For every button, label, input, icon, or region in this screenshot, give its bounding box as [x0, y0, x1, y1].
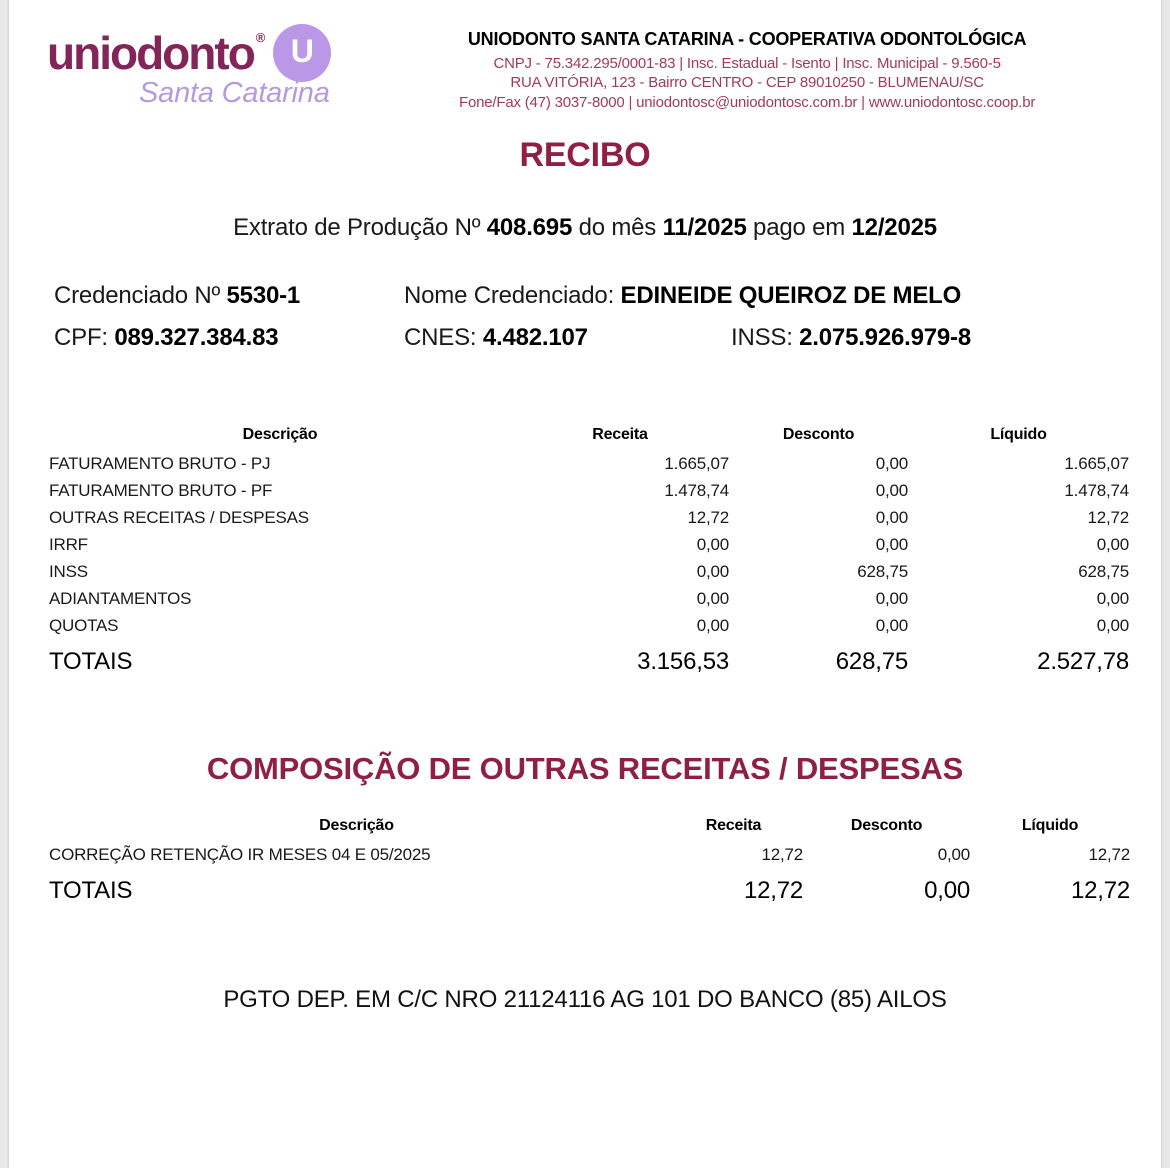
provider-inss [731, 324, 971, 352]
table-row [49, 841, 1130, 868]
composition-table-header-row [49, 817, 1130, 841]
row-receita: 0,00 [696, 615, 729, 635]
row-receita: 0,00 [696, 534, 729, 554]
logo-u-glyph: U [290, 33, 314, 69]
receipt-document [9, 0, 1161, 1168]
document-header [9, 0, 1161, 112]
table-row [49, 558, 1129, 585]
logo-circle-icon [273, 24, 331, 82]
logo-wordmark: uniodonto [47, 27, 254, 79]
totals-row [49, 639, 1129, 677]
row-desc: INSS [49, 561, 88, 581]
uniodonto-logo [47, 24, 331, 110]
totals-liquido: 12,72 [1070, 877, 1130, 905]
header-receita: Receita [705, 817, 762, 835]
row-receita: 0,00 [696, 561, 729, 581]
provider-name-label: Nome Credenciado: [404, 281, 621, 309]
header-receita: Receita [592, 425, 648, 443]
company-name: UNIODONTO SANTA CATARINA - COOPERATIVA ODONTOLÓGICA [467, 29, 1027, 49]
row-desc: FATURAMENTO BRUTO - PJ [49, 453, 271, 473]
row-liquido: 628,75 [1078, 561, 1129, 581]
totals-liquido: 2.527,78 [1037, 647, 1129, 675]
table-row [49, 477, 1129, 504]
provider-cnes-value: 4.482.107 [482, 323, 588, 351]
row-liquido: 1.665,07 [1064, 453, 1129, 473]
header-descricao: Descrição [242, 425, 318, 443]
extract-month: 11/2025 [662, 213, 747, 241]
header-descricao: Descrição [319, 817, 394, 835]
provider-inss-value: 2.075.926.979-8 [799, 323, 971, 351]
header-liquido: Líquido [1021, 817, 1079, 835]
provider-inss-label: INSS: [731, 323, 800, 351]
header-desconto: Desconto [782, 425, 855, 443]
row-desconto: 0,00 [875, 534, 908, 554]
provider-cpf-value: 089.327.384.83 [114, 323, 279, 351]
table-row [49, 531, 1129, 558]
composition-table [49, 817, 1130, 906]
provider-info-block [9, 282, 1161, 354]
totals-label: TOTAIS [49, 647, 133, 675]
table-row [49, 504, 1129, 531]
row-desc: IRRF [49, 534, 88, 554]
composition-section-title: COMPOSIÇÃO DE OUTRAS RECEITAS / DESPESAS [206, 750, 964, 786]
extract-paid-month: 12/2025 [851, 213, 937, 241]
header-desconto: Desconto [850, 817, 923, 835]
totals-desconto: 0,00 [924, 877, 970, 905]
extract-mid1: do mês [572, 213, 663, 241]
row-desc: QUOTAS [49, 615, 119, 635]
company-registration-line: CNPJ - 75.342.295/0001-83 | Insc. Estadual - Isento | Insc. Municipal - 9.560-5 [493, 54, 1001, 72]
row-receita: 1.478,74 [664, 480, 729, 500]
row-desconto: 0,00 [875, 588, 908, 608]
row-receita: 0,00 [696, 588, 729, 608]
row-liquido: 12,72 [1088, 845, 1130, 865]
row-desconto: 0,00 [875, 480, 908, 500]
totals-receita: 3.156,53 [637, 647, 729, 675]
provider-number-value: 5530-1 [226, 281, 301, 309]
totals-label: TOTAIS [49, 877, 133, 905]
row-receita: 12,72 [761, 845, 803, 865]
table-row [49, 450, 1129, 477]
extract-mid2: pago em [746, 213, 852, 241]
row-desc: FATURAMENTO BRUTO - PF [49, 480, 273, 500]
header-liquido: Líquido [990, 425, 1047, 443]
row-liquido: 1.478,74 [1064, 480, 1129, 500]
extract-number: 408.695 [486, 213, 573, 241]
payment-note: PGTO DEP. EM C/C NRO 21124116 AG 101 DO BANCO (85) AILOS [223, 986, 947, 1014]
logo-subtitle: Santa Catarina [139, 77, 330, 109]
provider-number-label: Credenciado Nº [54, 281, 227, 309]
row-liquido: 0,00 [1096, 588, 1129, 608]
provider-cpf [54, 324, 278, 352]
provider-cnes [404, 324, 588, 352]
provider-cpf-label: CPF: [54, 323, 115, 351]
extract-prefix: Extrato de Produção Nº [233, 213, 487, 241]
table-row [49, 612, 1129, 639]
row-liquido: 0,00 [1096, 534, 1129, 554]
provider-cnes-label: CNES: [404, 323, 483, 351]
row-desconto: 0,00 [875, 453, 908, 473]
row-liquido: 0,00 [1096, 615, 1129, 635]
row-desc: OUTRAS RECEITAS / DESPESAS [49, 507, 309, 527]
row-desc: CORREÇÃO RETENÇÃO IR MESES 04 E 05/2025 [49, 845, 431, 865]
provider-number [54, 282, 300, 310]
row-desconto: 0,00 [937, 845, 970, 865]
company-info [331, 24, 1161, 112]
row-liquido: 12,72 [1087, 507, 1129, 527]
row-desc: ADIANTAMENTOS [49, 588, 192, 608]
production-table-header-row [49, 426, 1129, 450]
production-table [49, 426, 1129, 677]
company-address-line: RUA VITÓRIA, 123 - Bairro CENTRO - CEP 89010250 - BLUMENAU/SC [510, 74, 984, 91]
table-row [49, 585, 1129, 612]
company-contact-line: Fone/Fax (47) 3037-8000 | uniodontosc@uniodontosc.com.br | www.uniodontosc.coop.br [459, 93, 1036, 111]
registered-trademark-icon: ® [255, 29, 266, 45]
row-desconto: 628,75 [857, 561, 908, 581]
totals-row [49, 868, 1130, 906]
row-receita: 12,72 [687, 507, 729, 527]
totals-desconto: 628,75 [835, 647, 908, 675]
totals-receita: 12,72 [743, 877, 803, 905]
row-receita: 1.665,07 [664, 453, 729, 473]
logo-row [47, 24, 331, 82]
provider-name-value: EDINEIDE QUEIROZ DE MELO [620, 281, 962, 309]
page-title: RECIBO [519, 136, 651, 174]
provider-name [404, 282, 961, 310]
row-desconto: 0,00 [875, 507, 908, 527]
row-desconto: 0,00 [875, 615, 908, 635]
extract-summary-line [9, 214, 1161, 242]
